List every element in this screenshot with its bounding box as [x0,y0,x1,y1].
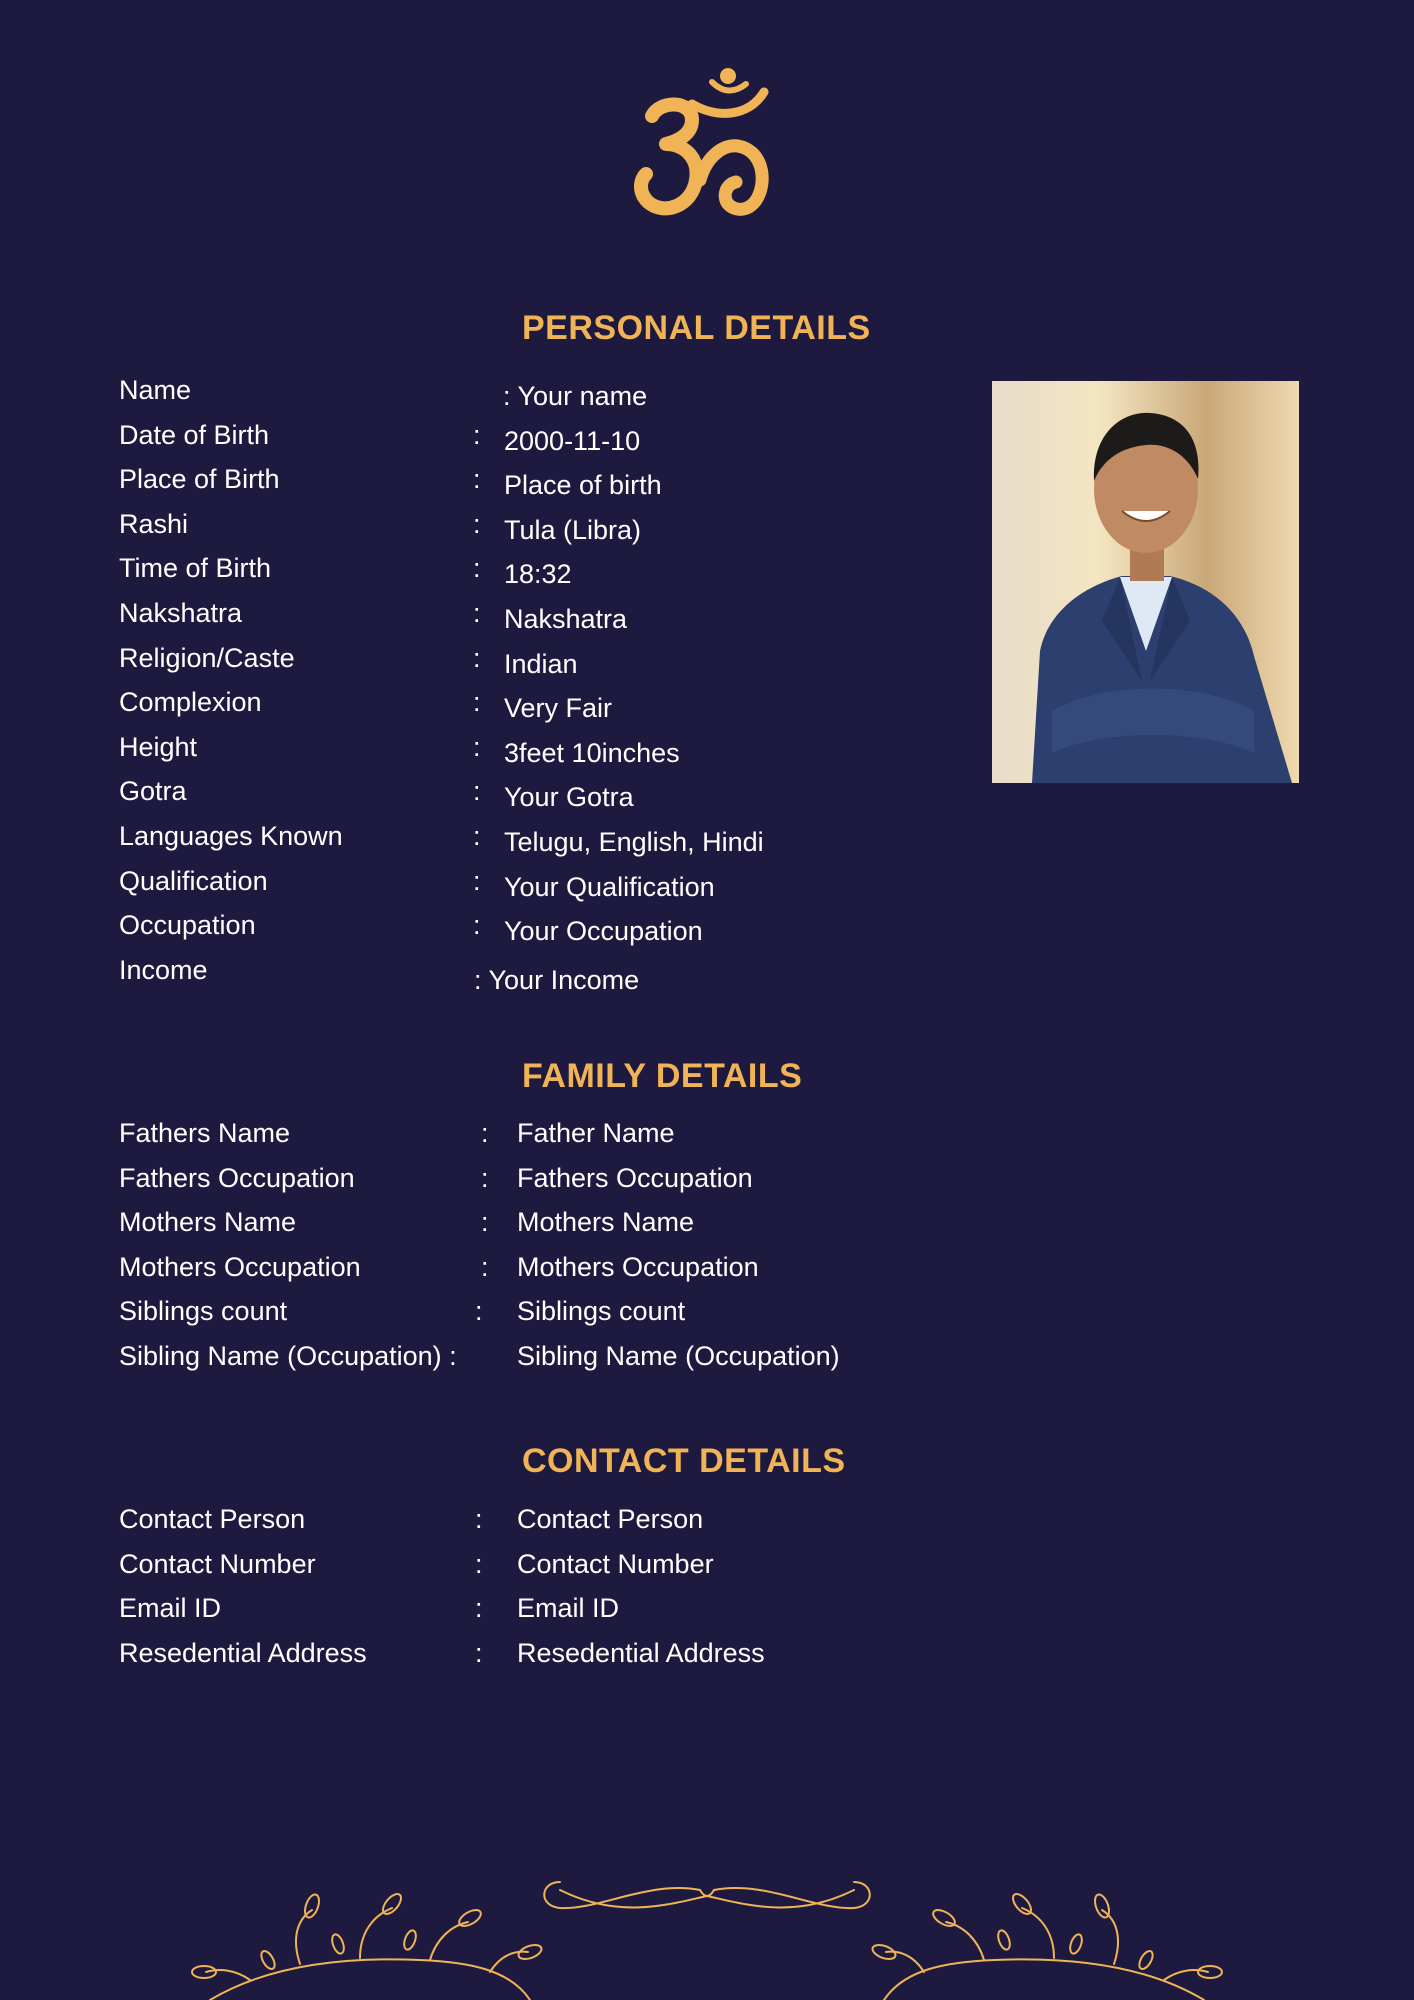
field-value: Your Gotra [504,782,634,813]
field-label: Contact Number [119,1548,316,1579]
field-label: Date of Birth [119,419,270,450]
field-colon: : [475,1504,483,1534]
field-colon: : [473,419,481,450]
field-value: Siblings count [517,1296,686,1327]
om-icon [630,64,780,224]
field-value: Place of birth [504,470,662,501]
floral-ornament-icon [0,1860,1414,2000]
field-label: Sibling Name (Occupation) : [119,1340,457,1371]
field-colon: : [481,1251,489,1282]
field-colon: : [473,776,481,807]
field-value: Fathers Occupation [517,1162,753,1193]
field-value: Mothers Occupation [517,1251,759,1282]
field-label: Gotra [119,776,187,807]
field-value: : Your Income [474,964,640,995]
field-colon: : [473,687,481,718]
field-colon: : [473,464,481,495]
field-colon: : [473,597,481,628]
field-colon: : [475,1637,483,1668]
family-details-title: FAMILY DETAILS [522,1057,803,1095]
field-colon: : [481,1118,489,1148]
field-label: Height [119,731,198,762]
field-label: Fathers Occupation [119,1162,355,1193]
field-label: Income [119,954,208,985]
field-colon: : [473,553,481,584]
field-label: Occupation [119,910,256,941]
field-value: Telugu, English, Hindi [504,826,764,857]
field-value: 2000-11-10 [504,425,641,456]
field-label: Resedential Address [119,1637,367,1668]
field-label: Qualification [119,865,268,896]
field-label: Time of Birth [119,553,272,584]
field-label: Siblings count [119,1296,288,1327]
field-label: Email ID [119,1593,222,1624]
field-colon: : [475,1548,483,1579]
field-label: Languages Known [119,820,343,851]
field-value: Resedential Address [517,1637,765,1668]
field-value: Email ID [517,1593,620,1624]
field-label: Place of Birth [119,464,280,495]
field-label: Nakshatra [119,597,243,628]
field-label: Rashi [119,508,189,539]
field-value: 3feet 10inches [504,737,680,768]
field-label: Mothers Occupation [119,1251,361,1282]
field-colon: : [473,642,481,673]
contact-details-title: CONTACT DETAILS [522,1442,846,1480]
field-colon: : [473,508,481,539]
person-silhouette-icon [992,381,1299,783]
field-value: Father Name [517,1118,675,1148]
field-colon: : [473,865,481,896]
field-value: Tula (Libra) [504,514,642,545]
field-label: Name [119,375,192,405]
field-value: Your Occupation [504,916,703,947]
field-value: Sibling Name (Occupation) [517,1340,840,1371]
field-value: Indian [504,648,578,679]
field-colon: : [475,1296,483,1327]
field-colon: : [473,820,481,851]
field-colon: : [473,731,481,762]
field-value: : Your name [503,381,648,411]
field-value: Contact Number [517,1548,714,1579]
field-value: Very Fair [504,693,613,724]
field-label: Complexion [119,687,262,718]
profile-photo [992,381,1299,783]
field-colon: : [481,1162,489,1193]
field-colon: : [475,1593,483,1624]
personal-details-title: PERSONAL DETAILS [522,309,871,347]
field-value: 18:32 [504,559,572,590]
field-value: Contact Person [517,1504,704,1534]
field-label: Fathers Name [119,1118,291,1148]
field-label: Mothers Name [119,1207,297,1238]
field-value: Nakshatra [504,603,628,634]
field-value: Mothers Name [517,1207,695,1238]
field-label: Contact Person [119,1504,306,1534]
field-value: Your Qualification [504,871,715,902]
field-label: Religion/Caste [119,642,295,673]
field-colon: : [481,1207,489,1238]
field-colon: : [473,910,481,941]
